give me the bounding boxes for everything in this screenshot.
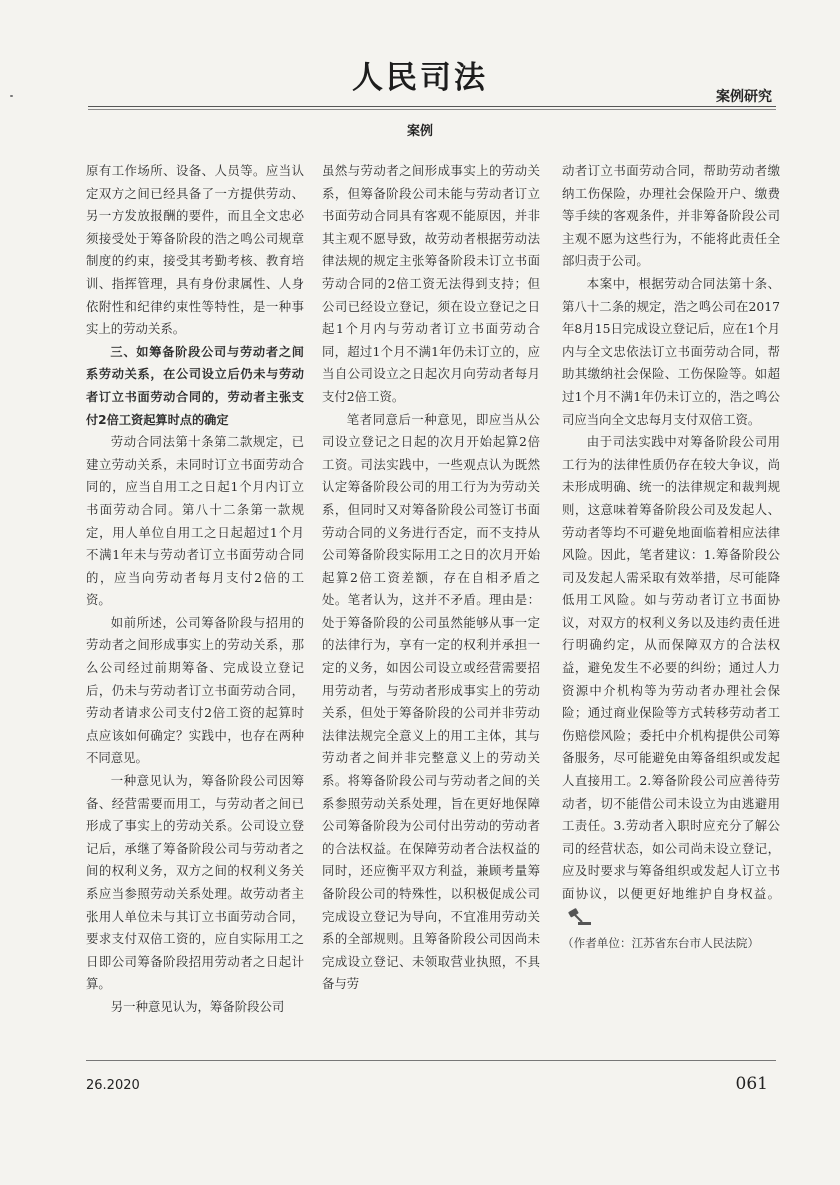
header-rule-thin: [88, 109, 776, 110]
paragraph: 另一种意见认为，筹备阶段公司: [110, 998, 285, 1014]
masthead-title: 人民司法: [352, 60, 488, 96]
paragraph: 由于司法实践中对筹备阶段公司用工行为的法律性质仍存在较大争议，尚未形成明确、统一的法律规定和裁判规则，这意味着筹备阶段公司及发起人、劳动者等均不可避免地面临着相应法律风险。因此，笔者建议：1.筹备阶段公司及发起人需采取有效举措，尽可能降低用工风险。如与劳动者订立书面协议，对双方的权利义务以及违约责任进行明确约定，从而保障双方的合法权益，避免发生不必要的纠纷；通过人力资源中介机构等为劳动者办理社会保险；通过商业保险等方式转移劳动者工伤赔偿风险；委托中介机构提供公司筹备服务，尽可能避免由筹备组织或发起人直接用工。2.筹备阶段公司应善待劳动者，切不能借公司未设立为由逃避用工责任。3.劳动者入职时应充分了解公司的经营状态，如公司尚未设立登记，应及时要求与筹备组织或发起人订立书面协议，以便更好地维护自身权益。: [562, 431, 780, 928]
subsection-label: 案例: [406, 124, 433, 139]
paragraph: 动者订立书面劳动合同，帮助劳动者缴纳工伤保险，办理社会保险开户、缴费等手续的客观条件，并非筹备阶段公司主观不愿为这些行为，不能将此责任全部归责于公司。: [562, 163, 780, 269]
issue-number: 26.2020: [86, 1078, 140, 1093]
paragraph: 如前所述，公司筹备阶段与招用的劳动者之间形成事实上的劳动关系，那么公司经过前期筹备、完成设立登记后，仍未与劳动者订立书面劳动合同，劳动者请求公司支付2倍工资的起算时点应该如何确定？实践中，也存在两种不同意见。: [86, 614, 304, 766]
text-column-1: [86, 160, 304, 1019]
page-number: 061: [735, 1074, 768, 1094]
paragraph: 原有工作场所、设备、人员等。应当认定双方之间已经具备了一方提供劳动、另一方发放报酬的要件，而且全文忠必须接受处于筹备阶段的浩之鸣公司规章制度的约束，接受其考勤考核、教育培训、指挥管理，具有身份隶属性、人身依附性和纪律约束性等特性，是一种事实上的劳动关系。: [86, 163, 304, 337]
footer-rule: [86, 1060, 776, 1061]
text-column-3: [562, 160, 780, 954]
paragraph: 笔者同意后一种意见，即应当从公司设立登记之日起的次月开始起算2倍工资。司法实践中，一些观点认为既然认定筹备阶段公司的用工行为为劳动关系，但同时又对筹备阶段公司签订书面劳动合同的义务进行否定，而不支持从公司筹备阶段实际用工之日的次月开始起算2倍工资差额，存在自相矛盾之处。笔者认为，这并不矛盾。理由是：处于筹备阶段的公司虽然能够从事一定的法律行为，享有一定的权利并承担一定的义务，如因公司设立或经营需要招用劳动者，与劳动者形成事实上的劳动关系，但处于筹备阶段的公司并非劳动法律法规完全意义上的用工主体，其与劳动者之间并非完整意义上的劳动关系。将筹备阶段公司与劳动者之间的关系参照劳动关系处理，旨在更好地保障公司筹备阶段为公司付出劳动的劳动者的合法权益。在保障劳动者合法权益的同时，还应衡平双方利益，兼顾考量筹备阶段公司的特殊性，以积极促成公司完成设立登记为导向，不宜准用劳动关系的全部规则。且筹备阶段公司因尚未完成设立登记、未领取营业执照，不具备与劳: [322, 411, 540, 992]
header-rule: [88, 106, 776, 107]
paragraph: 本案中，根据劳动合同法第十条、第八十二条的规定，浩之鸣公司在2017年8月15日完成设立登记后，应在1个月内与全文忠依法订立书面劳动合同，帮助其缴纳社会保险、工伤保险等。如超过1个月不满1年仍未订立的，浩之鸣公司应当向全文忠每月支付双倍工资。: [562, 275, 780, 427]
section-heading: 三、如筹备阶段公司与劳动者之间系劳动关系，在公司设立后仍未与劳动者订立书面劳动合同的，劳动者主张支付2倍工资起算时点的确定: [86, 344, 304, 427]
paragraph: 劳动合同法第十条第二款规定，已建立劳动关系，未同时订立书面劳动合同的，应当自用工之日起1个月内订立书面劳动合同。第八十二条第一款规定，用人单位自用工之日起超过1个月不满1年未与劳动者订立书面劳动合同的，应当向劳动者每月支付2倍的工资。: [86, 434, 304, 608]
paragraph: 一种意见认为，筹备阶段公司因筹备、经营需要而用工，与劳动者之间已形成了事实上的劳动关系。公司设立登记后，承继了筹备阶段公司与劳动者之间的权利义务，双方之间的权利义务关系应当参照劳动关系处理。故劳动者主张用人单位未与其订立书面劳动合同，要求支付双倍工资的，应自实际用工之日即公司筹备阶段招用劳动者之日起计算。: [86, 773, 304, 992]
author-affiliation: [562, 932, 780, 954]
paragraph: 虽然与劳动者之间形成事实上的劳动关系，但筹备阶段公司未能与劳动者订立书面劳动合同具有客观不能原因，并非其主观不愿导致，故劳动者根据劳动法律法规的规定主张筹备阶段未订立书面劳动合同的2倍工资无法得到支持；但公司已经设立登记，须在设立登记之日起1个月内与劳动者订立书面劳动合同，超过1个月不满1年仍未订立的，应当自公司设立之日起次月向劳动者每月支付2倍工资。: [322, 163, 540, 404]
author-affiliation-text: （作者单位：江苏省东台市人民法院）: [562, 936, 760, 951]
section-label: 案例研究: [716, 89, 772, 105]
gavel-icon: [566, 908, 592, 926]
text-column-2: [322, 160, 540, 996]
